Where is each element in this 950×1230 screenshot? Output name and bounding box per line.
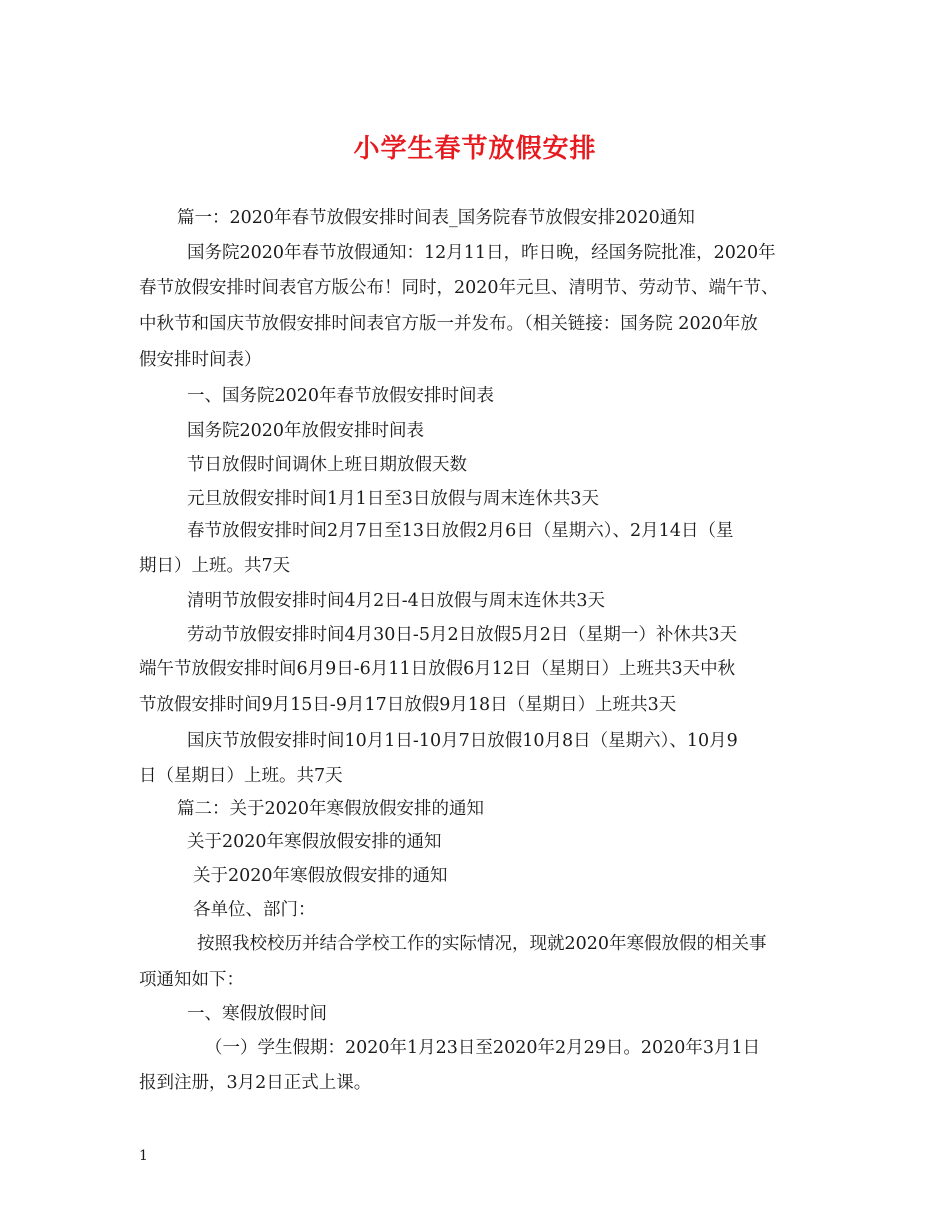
text-line: 关于2020年寒假放假安排的通知 [187, 832, 442, 852]
text-line: 关于2020年寒假放假安排的通知 [193, 866, 448, 886]
text-line: 项通知如下： [139, 970, 244, 990]
text-line: 各单位、部门： [193, 900, 316, 920]
document-title: 小学生春节放假安排 [353, 134, 597, 164]
text-line: 清明节放假安排时间4月2日-4日放假与周末连休共3天 [187, 591, 605, 611]
text-line: 假安排时间表） [139, 350, 262, 370]
text-line: 国务院2020年春节放假通知：12月11日，昨日晚，经国务院批准，2020年 [187, 243, 776, 263]
text-line: 元旦放假安排时间1月1日至3日放假与周末连休共3天 [187, 489, 600, 509]
text-line: 节日放假时间调休上班日期放假天数 [187, 455, 467, 475]
text-line: 一、国务院2020年春节放假安排时间表 [187, 386, 495, 406]
text-line: 劳动节放假安排时间4月30日-5月2日放假5月2日（星期一）补休共3天 [187, 625, 737, 645]
text-line: 春节放假安排时间表官方版公布！同时，2020年元旦、清明节、劳动节、端午节、 [139, 278, 779, 298]
text-line: 期日）上班。共7天 [139, 556, 291, 576]
text-line: 节放假安排时间9月15日-9月17日放假9月18日（星期日）上班共3天 [139, 695, 677, 715]
text-line: 一、寒假放假时间 [187, 1004, 327, 1024]
text-line: 报到注册，3月2日正式上课。 [139, 1073, 372, 1093]
text-line: 春节放假安排时间2月7日至13日放假2月6日（星期六）、2月14日（星 [187, 521, 734, 541]
text-line: 篇一：2020年春节放假安排时间表_国务院春节放假安排2020通知 [177, 208, 695, 228]
text-line: 中秋节和国庆节放假安排时间表官方版一并发布。（相关链接：国务院 2020年放 [139, 314, 758, 334]
text-line: 端午节放假安排时间6月9日-6月11日放假6月12日（星期日）上班共3天中秋 [139, 659, 736, 679]
page-number: 1 [139, 1148, 148, 1164]
text-line: 国庆节放假安排时间10月1日-10月7日放假10月8日（星期六）、10月9 [187, 731, 738, 751]
text-line: 日（星期日）上班。共7天 [139, 766, 343, 786]
text-line: 按照我校校历并结合学校工作的实际情况，现就2020年寒假放假的相关事 [197, 934, 767, 954]
text-line: 国务院2020年放假安排时间表 [187, 421, 425, 441]
text-line: （一）学生假期：2020年1月23日至2020年2月29日。2020年3月1日 [205, 1038, 761, 1058]
text-line: 篇二：关于2020年寒假放假安排的通知 [177, 799, 485, 819]
